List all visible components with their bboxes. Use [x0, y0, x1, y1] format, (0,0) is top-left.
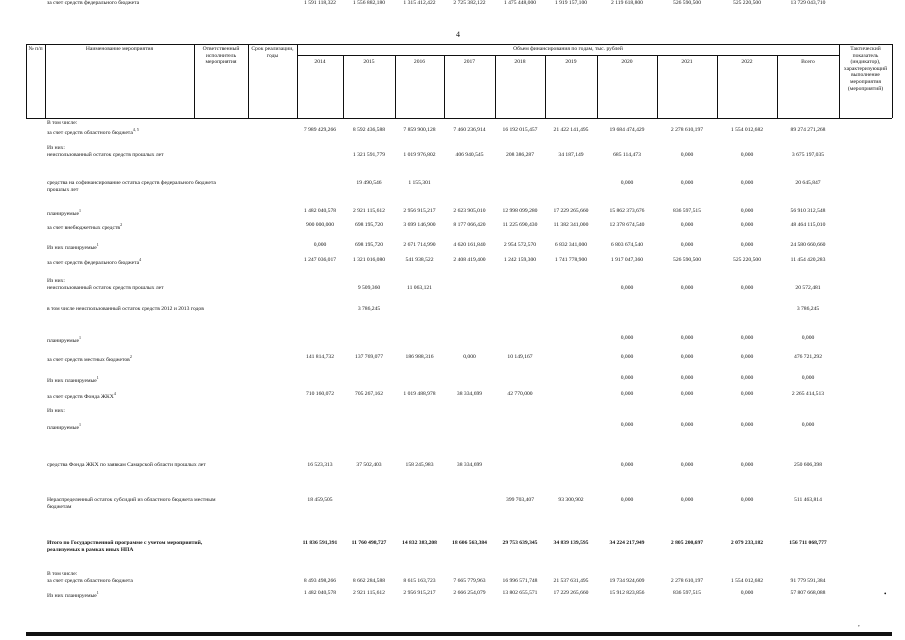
cell-value: 158 245,983 — [405, 462, 434, 468]
row-label-text: Из них: — [47, 278, 65, 284]
row-label-text: Из них: — [47, 408, 65, 414]
cell-value: 0,000 — [740, 422, 754, 428]
cell-value: 2 921 115,612 — [353, 208, 385, 214]
cell-value: 0,000 — [740, 375, 754, 381]
cell-value: 0,000 — [740, 497, 754, 503]
cell-value: 208 386,287 — [506, 151, 534, 158]
cell-value: 34 839 139,595 — [553, 540, 589, 546]
cell-value: 37 502,403 — [356, 462, 382, 468]
row-label-text: за счет внебюджетных средств — [47, 224, 121, 231]
row-label — [47, 375, 236, 384]
cell-value: 0,000 — [740, 335, 754, 341]
header-year: 2014 — [314, 59, 326, 65]
cell-value: 141 814,732 — [306, 354, 334, 360]
header-year: 2019 — [565, 59, 577, 65]
row-label — [47, 354, 236, 363]
footnote-mark: 2 — [120, 222, 123, 227]
cell-value: 705 267,162 — [355, 391, 383, 397]
table-column-line — [297, 44, 298, 118]
cell-value: 1 556 882,180 — [352, 0, 386, 6]
cell-value: 89 274 271,268 — [790, 126, 826, 133]
cell-value: 0,000 — [620, 375, 634, 381]
cell-value: 3 675 197,035 — [791, 151, 825, 158]
footnote-mark: 1 — [78, 208, 81, 213]
row-label — [47, 222, 236, 231]
header-year: 2016 — [413, 59, 426, 65]
cell-value: 19 684 474,429 — [609, 126, 645, 133]
cell-value: 7 460 236,914 — [453, 126, 486, 133]
footnote-mark: 2 — [129, 354, 132, 359]
cell-value: 836 597,515 — [673, 590, 701, 596]
footnote-mark: 4 — [113, 391, 116, 396]
cell-value: 1 591 118,322 — [304, 0, 336, 6]
row-label-text: за счет средств федерального бюджета — [47, 0, 140, 6]
cell-value: 2 956 915,217 — [403, 208, 436, 214]
cell-value: 0,000 — [680, 180, 694, 186]
cell-value: 250 606,398 — [794, 462, 822, 468]
header-year: 2018 — [514, 59, 526, 65]
cell-value: 2 805 200,697 — [670, 540, 704, 546]
cell-value: 0,000 — [740, 222, 754, 228]
table-column-line — [45, 44, 46, 118]
cell-value: 8 177 066,420 — [453, 222, 486, 228]
row-label — [47, 120, 236, 136]
cell-value: 9 509,360 — [357, 284, 381, 291]
row-label-text: за счет средств Фонда ЖКХ — [47, 393, 114, 400]
cell-value: 19 734 924,609 — [609, 577, 645, 584]
cell-value: 19 490,546 — [356, 180, 382, 186]
cell-value: 11 836 591,391 — [302, 540, 338, 546]
cell-value: 2 278 610,197 — [670, 126, 704, 133]
cell-value: 11 063,121 — [407, 284, 432, 291]
cell-value: 0,000 — [620, 354, 634, 360]
cell-value: 1 155,301 — [408, 180, 431, 186]
row-label-text: за счет средств областного бюджета — [47, 129, 133, 136]
cell-value: 14 832 383,208 — [402, 540, 437, 546]
header-funding: Объем финансирования по годам, тыс. рублей — [513, 46, 623, 52]
row-label — [47, 497, 236, 510]
row-label — [47, 408, 236, 415]
cell-value: 12 378 674,540 — [609, 222, 645, 228]
row-label — [47, 278, 236, 291]
cell-value: 1 475 448,000 — [503, 0, 537, 6]
row-label — [47, 257, 236, 266]
header-term: Срок реализации, годы — [251, 46, 294, 59]
cell-value: 685 114,473 — [613, 151, 641, 158]
cell-value: 1 321 591,779 — [352, 151, 386, 158]
row-label — [47, 242, 236, 251]
row-label — [47, 145, 236, 158]
row-label-text: за счет средств местных бюджетов — [47, 356, 130, 363]
cell-value: 2 666 254,079 — [453, 590, 486, 596]
cell-value: 0,000 — [801, 422, 815, 428]
cell-value: 0,000 — [740, 242, 754, 248]
cell-value: 38 334,699 — [456, 462, 483, 468]
cell-value: 137 769,077 — [355, 354, 383, 360]
cell-value: 1 482 040,578 — [303, 590, 337, 596]
row-label-text: за счет средств областного бюджета — [47, 577, 133, 584]
margin-mark: • — [884, 590, 887, 598]
cell-value: 8 493 498,266 — [303, 577, 337, 584]
cell-value: 1 242 159,300 — [503, 257, 537, 263]
cell-value: 12 998 099,280 — [502, 208, 538, 214]
row-label — [47, 180, 236, 193]
cell-value: 1 482 040,578 — [303, 208, 337, 214]
cell-value: 2 408 419,400 — [453, 257, 486, 263]
cell-value: 541 938,522 — [405, 257, 434, 263]
cell-value: 3 699 146,900 — [403, 222, 436, 228]
row-label — [47, 422, 236, 431]
cell-value: 0,000 — [740, 391, 754, 397]
header-year: 2015 — [363, 59, 375, 65]
header-divider — [297, 55, 839, 56]
cell-value: 7 989 429,266 — [303, 126, 337, 133]
cell-value: 34 187,149 — [558, 151, 584, 158]
table-column-line — [892, 44, 893, 118]
cell-value: 20 572,481 — [795, 284, 821, 291]
cell-value: 0,000 — [620, 180, 634, 186]
row-label-text: средства на софинансирование остатка средств федерального бюджета прошлых лет — [47, 180, 216, 193]
footnote-mark: 1 — [96, 242, 99, 247]
cell-value: 13 802 655,571 — [502, 590, 538, 596]
cell-value: 0,000 — [680, 284, 694, 291]
cell-value: 186 988,316 — [405, 354, 434, 360]
row-label — [47, 0, 236, 7]
cell-value: 6 803 674,540 — [610, 242, 644, 248]
cell-value: 91 779 591,384 — [790, 577, 826, 584]
footnote-mark: 1 — [78, 335, 81, 340]
row-label-text: Нераспределенный остаток субсидий из областного бюджета местным бюджетам — [47, 497, 216, 510]
header-year: 2021 — [681, 59, 693, 65]
cell-value: 0,000 — [680, 375, 694, 381]
cell-value: 20 645,847 — [795, 180, 821, 186]
row-label — [47, 306, 236, 313]
cell-value: 0,000 — [680, 497, 694, 503]
cell-value: 16 192 015,457 — [502, 126, 538, 133]
footnote-mark: 1 — [96, 590, 99, 595]
cell-value: 710 160,072 — [306, 391, 334, 397]
cell-value: 0,000 — [620, 462, 634, 468]
cell-value: 1 554 012,682 — [730, 126, 764, 133]
cell-value: 525 220,500 — [733, 257, 761, 263]
row-label — [47, 462, 236, 469]
cell-value: 1 554 012,682 — [730, 577, 764, 584]
row-label-text: Из них планируемые — [47, 592, 97, 599]
cell-value: 57 807 668,088 — [790, 590, 826, 596]
cell-value: 698 195,720 — [355, 222, 383, 228]
cell-value: 21 537 631,495 — [553, 577, 589, 584]
header-year: 2017 — [463, 59, 476, 65]
cell-value: 525 220,500 — [733, 0, 761, 6]
cell-value: 15 862 373,676 — [609, 208, 645, 214]
cell-value: 0,000 — [620, 391, 634, 397]
cell-value: 0,000 — [620, 335, 634, 341]
cell-value: 0,000 — [680, 222, 694, 228]
cell-value: 0,000 — [740, 208, 754, 214]
footnote-mark: 1 — [96, 375, 99, 380]
footnote-mark: 4 — [139, 257, 142, 262]
page-number: 4 — [456, 30, 460, 39]
cell-value: 0,000 — [680, 391, 694, 397]
cell-value: 2 956 915,217 — [403, 590, 436, 596]
cell-value: 56 910 312,548 — [790, 208, 826, 214]
row-label — [47, 590, 236, 599]
cell-value: 10 149,167 — [507, 354, 533, 360]
row-label-text: В том числе: — [47, 120, 78, 126]
row-label-text: Из них планируемые — [47, 377, 97, 384]
row-label-text: планируемые — [47, 337, 79, 344]
cell-value: 526 590,500 — [673, 0, 701, 6]
cell-value: 2 623 905,010 — [453, 208, 486, 214]
cell-value: 18 606 563,384 — [452, 540, 487, 546]
bottom-rule — [26, 632, 892, 636]
header-executor: Ответственный исполнитель мероприятия — [202, 46, 240, 66]
header-year: 2022 — [741, 59, 753, 65]
cell-value: 698 195,720 — [355, 242, 383, 248]
cell-value: 900 000,000 — [306, 222, 334, 228]
cell-value: 2 921 115,612 — [353, 590, 385, 596]
cell-value: 0,000 — [313, 242, 327, 248]
cell-value: 16 996 571,748 — [502, 577, 538, 584]
cell-value: 0,000 — [740, 284, 754, 291]
table-border-top — [26, 44, 892, 45]
cell-value: 0,000 — [680, 242, 694, 248]
cell-value: 93 300,902 — [558, 497, 584, 503]
row-label-text: Из них планируемые — [47, 244, 97, 251]
row-label-text: за счет средств федерального бюджета — [47, 259, 140, 266]
cell-value: 42 770,000 — [507, 391, 533, 397]
cell-value: 11 454 420,283 — [790, 257, 826, 263]
cell-value: 526 590,500 — [673, 257, 701, 263]
row-label-text: планируемые — [47, 424, 79, 431]
cell-value: 1 321 016,080 — [352, 257, 386, 263]
cell-value: 38 334,699 — [456, 391, 483, 397]
cell-value: 2 119 618,800 — [611, 0, 643, 6]
row-label-text: В том числе: — [47, 571, 78, 577]
header-year: Всего — [801, 59, 815, 65]
header-num: № п/п — [28, 46, 43, 52]
cell-value: 11 225 690,430 — [502, 222, 538, 228]
cell-value: 2 265 414,513 — [791, 391, 825, 397]
cell-value: 34 224 217,949 — [609, 540, 645, 546]
row-label-text: в том числе неиспользованный остаток средств 2012 и 2013 годов — [47, 306, 204, 312]
cell-value: 0,000 — [740, 590, 754, 596]
cell-value: 21 422 141,495 — [553, 126, 589, 133]
cell-value: 7 859 900,128 — [403, 126, 436, 133]
row-label — [47, 571, 236, 584]
cell-value: 836 597,515 — [673, 208, 701, 214]
cell-value: 0,000 — [740, 180, 754, 186]
row-label — [47, 540, 236, 553]
cell-value: 1 741 778,900 — [554, 257, 588, 263]
cell-value: 0,000 — [680, 422, 694, 428]
cell-value: 4 620 161,840 — [453, 242, 486, 248]
cell-value: 0,000 — [680, 354, 694, 360]
cell-value: 18 459,505 — [307, 497, 333, 503]
cell-value: 2 671 714,990 — [403, 242, 436, 248]
cell-value: 3 786,245 — [796, 306, 820, 312]
cell-value: 48 464 115,010 — [790, 222, 826, 228]
cell-value: 3 786,245 — [357, 306, 381, 312]
cell-value: 0,000 — [740, 462, 754, 468]
cell-value: 406 940,545 — [455, 151, 484, 158]
cell-value: 0,000 — [620, 497, 634, 503]
footnote-mark: 1 — [78, 422, 81, 427]
cell-value: 0,000 — [801, 335, 815, 341]
cell-value: 156 711 068,777 — [789, 540, 827, 546]
cell-value: 511 463,814 — [794, 497, 822, 503]
header-year: 2020 — [621, 59, 633, 65]
row-label-text: неиспользованный остаток средств прошлых лет — [47, 151, 164, 158]
row-label — [47, 335, 236, 344]
cell-value: 2 725 382,122 — [453, 0, 486, 6]
margin-mark: , — [858, 620, 860, 628]
cell-value: 399 703,407 — [506, 497, 534, 503]
cell-value: 0,000 — [801, 375, 815, 381]
cell-value: 29 753 639,345 — [502, 540, 538, 546]
cell-value: 17 229 265,660 — [553, 590, 589, 596]
row-label-text: планируемые — [47, 210, 79, 217]
cell-value: 15 912 823,856 — [609, 590, 645, 596]
cell-value: 17 229 265,660 — [553, 208, 589, 214]
cell-value: 2 079 233,182 — [730, 540, 764, 546]
cell-value: 1 917 047,360 — [610, 257, 644, 263]
cell-value: 0,000 — [680, 462, 694, 468]
row-label-text: средства Фонда ЖКХ по заявкам Самарской области прошлых лет — [47, 462, 206, 468]
cell-value: 2 278 610,197 — [670, 577, 704, 584]
row-label-text: неиспользованный остаток средств прошлых лет — [47, 284, 164, 291]
footnote-mark: 4, 5 — [132, 126, 139, 132]
cell-value: 1 019 976,802 — [403, 151, 436, 158]
cell-value: 0,000 — [680, 335, 694, 341]
cell-value: 7 665 779,963 — [453, 577, 486, 584]
cell-value: 2 954 572,570 — [503, 242, 537, 248]
cell-value: 13 729 043,710 — [790, 0, 826, 6]
cell-value: 1 247 036,017 — [303, 257, 337, 263]
row-label-text: Из них: — [47, 145, 65, 151]
cell-value: 8 592 436,588 — [352, 126, 386, 133]
row-label — [47, 391, 236, 400]
cell-value: 11 760 498,727 — [351, 540, 387, 546]
cell-value: 16 523,313 — [307, 462, 333, 468]
cell-value: 24 580 660,660 — [790, 242, 826, 248]
cell-value: 476 721,292 — [794, 354, 822, 360]
cell-value: 0,000 — [740, 354, 754, 360]
cell-value: 0,000 — [680, 151, 694, 158]
cell-value: 0,000 — [620, 422, 634, 428]
row-label — [47, 208, 236, 217]
cell-value: 1 019 488,978 — [403, 391, 436, 397]
header-name: Наименование мероприятия — [85, 46, 154, 52]
row-label-text: Итого по Государственной программе с учетом мероприятий, реализуемых в рамках иных НПА — [47, 540, 203, 553]
header-bottom-line — [26, 118, 892, 119]
cell-value: 0,000 — [620, 284, 634, 291]
cell-value: 8 662 284,588 — [352, 577, 386, 584]
cell-value: 8 615 163,723 — [403, 577, 436, 584]
cell-value: 1 919 157,100 — [554, 0, 588, 6]
cell-value: 11 382 341,000 — [553, 222, 589, 228]
cell-value: 1 315 412,422 — [403, 0, 436, 6]
table-column-line — [26, 44, 27, 118]
cell-value: 0,000 — [740, 151, 754, 158]
cell-value: 0,000 — [463, 354, 476, 360]
header-indicator: Тактический показатель (индикатор), характеризующий выполнение мероприятия (мероприятий) — [843, 46, 888, 92]
cell-value: 6 832 341,000 — [554, 242, 588, 248]
